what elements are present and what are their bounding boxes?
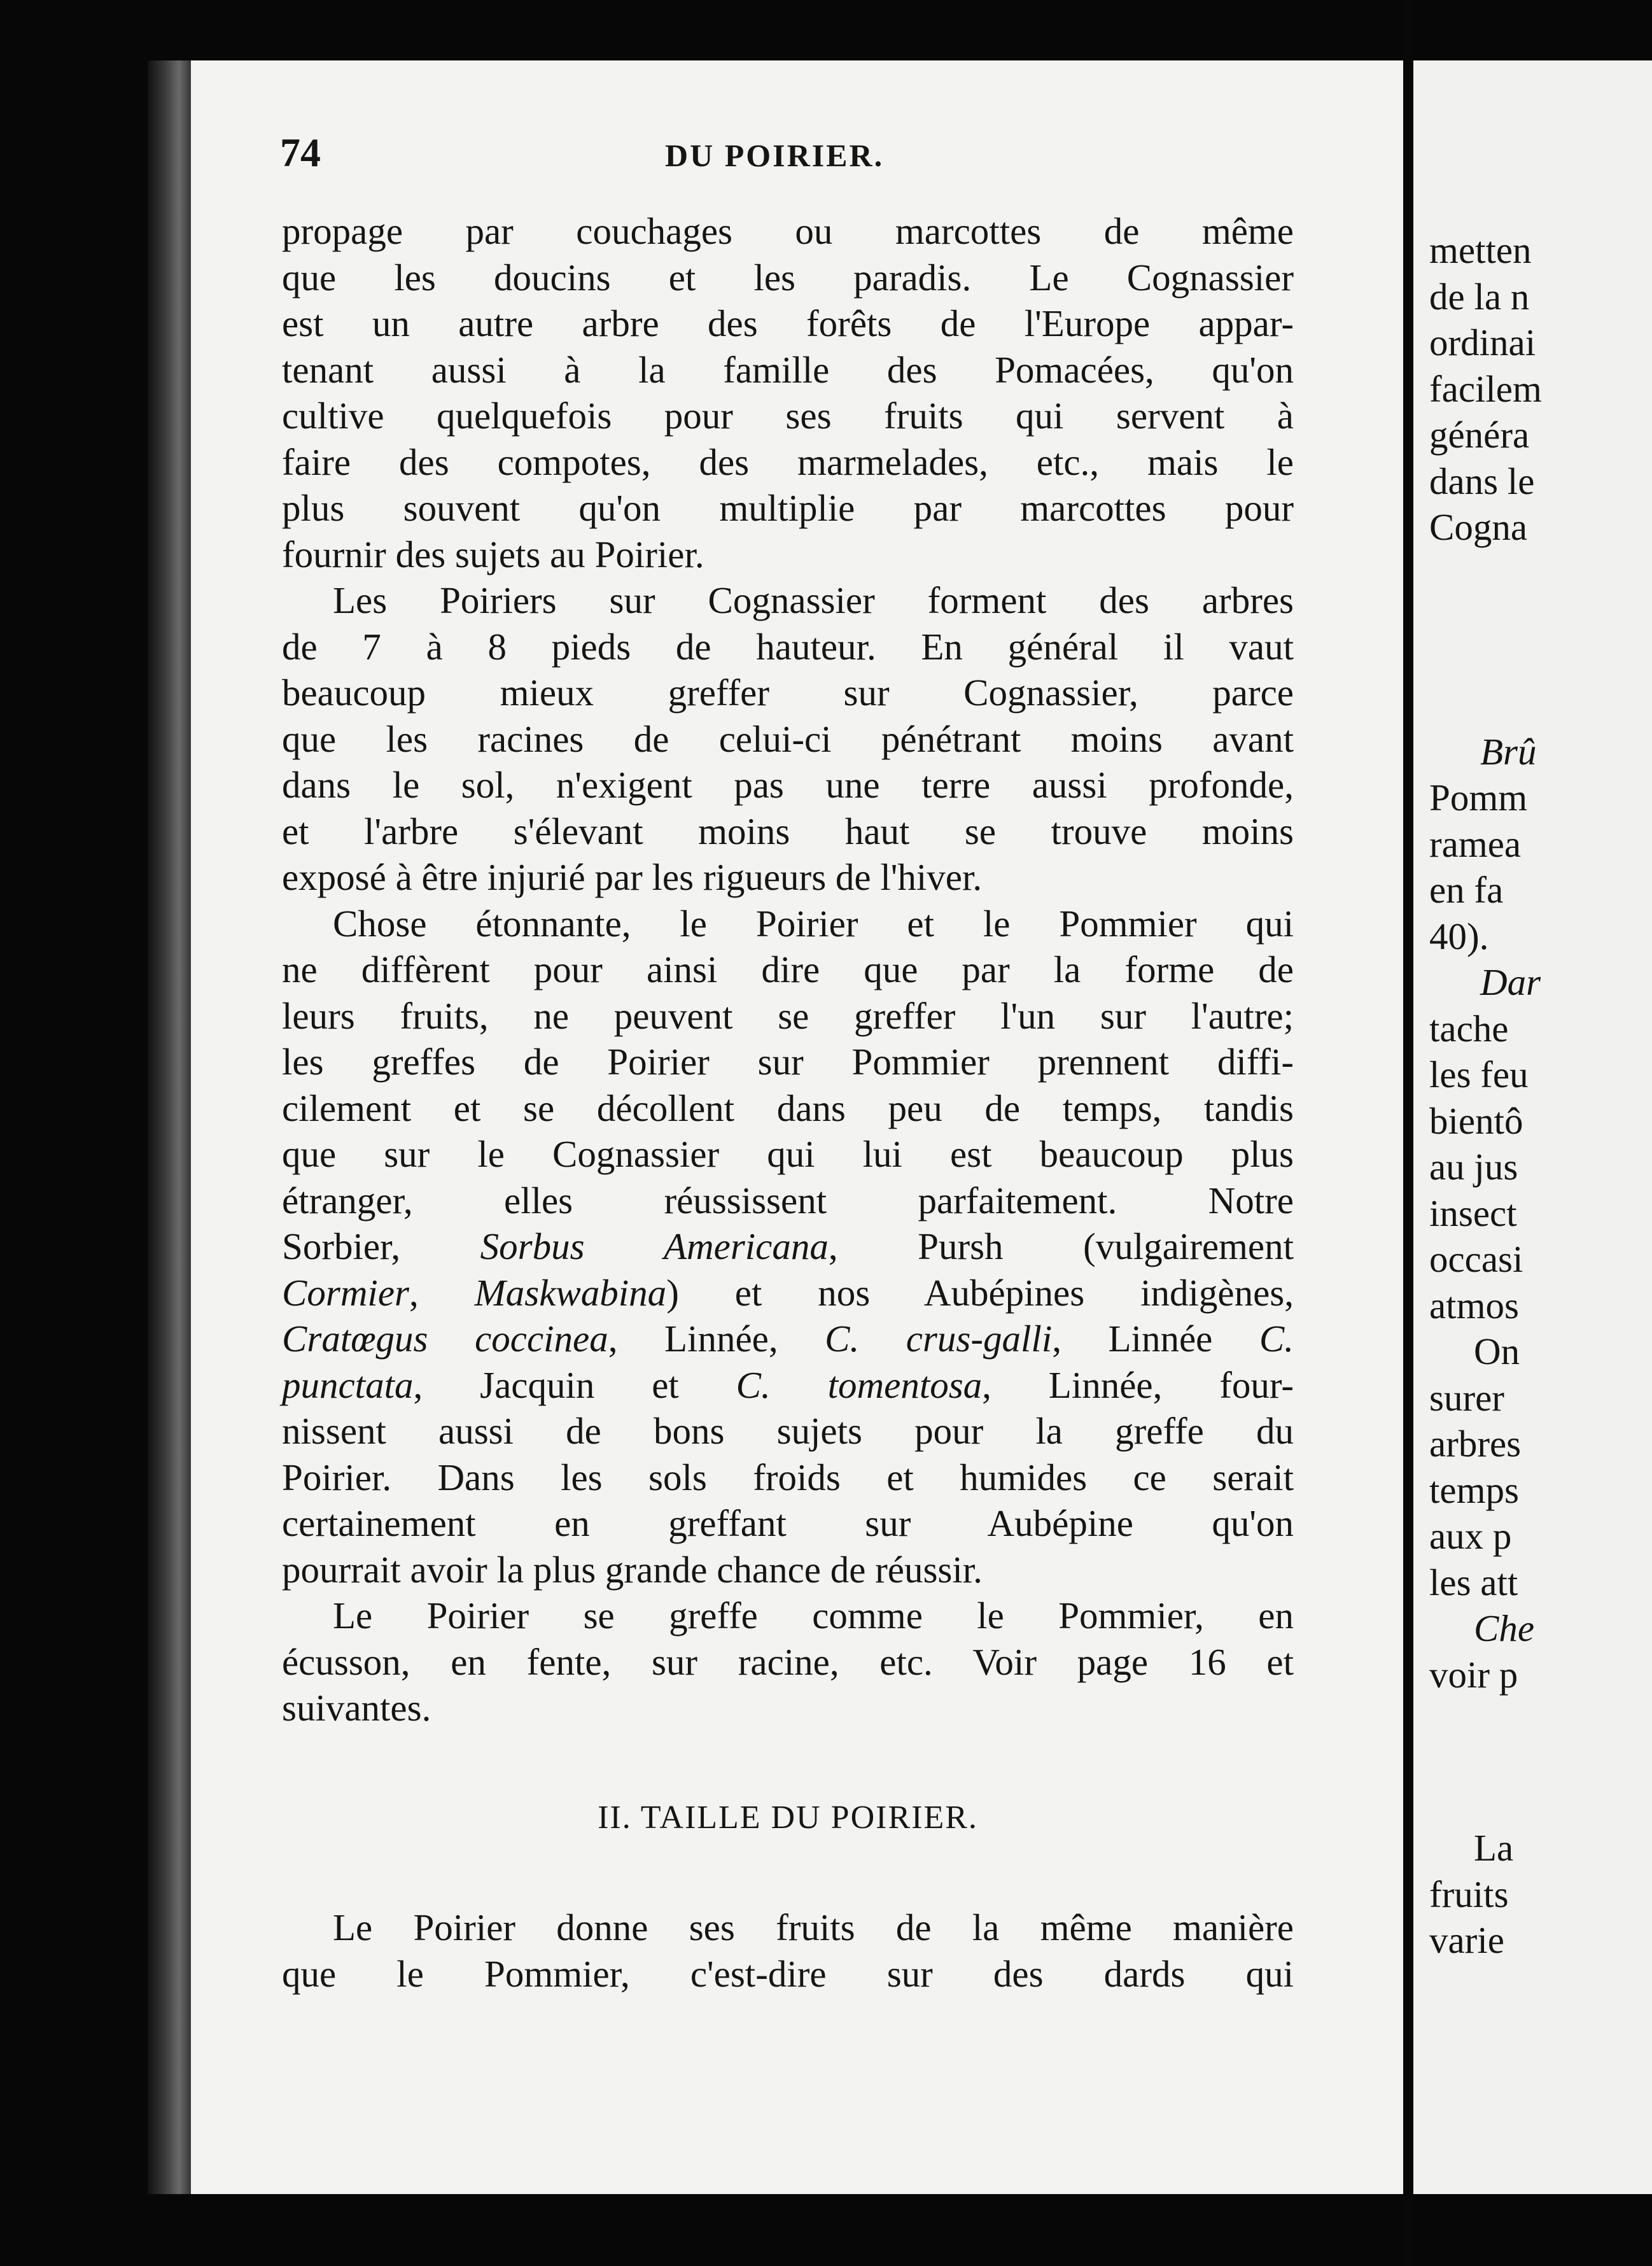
- text-run: , Linnée,: [608, 1318, 825, 1360]
- text-line: écusson, en fente, sur racine, etc. Voir page 16 et: [282, 1640, 1294, 1683]
- text-line: propage par couchages ou marcottes de même: [282, 210, 1294, 252]
- text-line: fruits: [1429, 1873, 1509, 1915]
- text-line: Le Poirier se greffe comme le Pommier, en: [333, 1594, 1294, 1636]
- text-line: [1480, 959, 1652, 1006]
- text-line: cilement et se décollent dans peu de temps, tandis: [282, 1087, 1294, 1129]
- italic-run: Brû: [1480, 730, 1537, 773]
- text-run: ) et nos Aubépines indigènes,: [666, 1271, 1294, 1314]
- right-page: [1413, 60, 1652, 2194]
- text-line: [1480, 729, 1652, 775]
- spacer: [1512, 1698, 1652, 1825]
- italic-run: Cormier: [282, 1271, 409, 1314]
- text-line: leurs fruits, ne peuvent se greffer l'un sur l'autre;: [282, 994, 1294, 1037]
- text-line: 40).: [1429, 915, 1489, 957]
- text-run: , Linnée, four-: [982, 1363, 1294, 1406]
- text-run: , Linnée: [1052, 1318, 1259, 1360]
- text-line: voir p: [1429, 1653, 1518, 1696]
- text-line: [1474, 1605, 1652, 1652]
- text-line: de la n: [1429, 275, 1530, 318]
- text-line: La: [1474, 1827, 1514, 1869]
- text-line: beaucoup mieux greffer sur Cognassier, parce: [282, 672, 1294, 714]
- text-line: ramea: [1429, 822, 1522, 865]
- text-line: [282, 1270, 1294, 1316]
- text-line: [282, 1362, 1294, 1409]
- text-line: et l'arbre s'élevant moins haut se trouve moins: [282, 810, 1294, 852]
- text-line: certainement en greffant sur Aubépine qu'on: [282, 1502, 1294, 1544]
- italic-run: Che: [1474, 1607, 1535, 1649]
- spacer: [1512, 551, 1652, 729]
- text-line: varie: [1429, 1919, 1504, 1961]
- text-line: Poirier. Dans les sols froids et humides ce serait: [282, 1456, 1294, 1498]
- text-line: Chose étonnante, le Poirier et le Pommier qui: [333, 902, 1294, 945]
- text-line: fournir des sujets au Poirier.: [282, 533, 704, 575]
- italic-run: Dar: [1480, 961, 1541, 1003]
- text-run: , Pursh (vulgairement: [828, 1225, 1294, 1267]
- text-line: que les racines de celui-ci pénétrant moins avant: [282, 717, 1294, 760]
- text-line: plus souvent qu'on multiplie par marcottes pour: [282, 487, 1294, 529]
- left-page: [191, 60, 1403, 2194]
- text-line: que sur le Cognassier qui lui est beaucoup plus: [282, 1133, 1294, 1175]
- text-line: suivantes.: [282, 1687, 431, 1729]
- text-line: pourrait avoir la plus grande chance de réussir.: [282, 1548, 983, 1591]
- text-line: exposé à être injurié par les rigueurs de l'hiver.: [282, 856, 983, 898]
- text-line: bientô: [1429, 1099, 1523, 1142]
- text-line: faire des compotes, des marmelades, etc., mais le: [282, 440, 1294, 483]
- text-line: est un autre arbre des forêts de l'Europe appar-: [282, 302, 1294, 344]
- text-line: tenant aussi à la famille des Pomacées, qu'on: [282, 348, 1294, 391]
- text-line: Pomm: [1429, 777, 1528, 819]
- text-line: [282, 1223, 1294, 1270]
- italic-run: C. crus-galli: [825, 1318, 1053, 1360]
- text-line: cultive quelquefois pour ses fruits qui servent à: [282, 395, 1294, 437]
- text-run: Sorbier,: [282, 1225, 480, 1267]
- text-line: les feu: [1429, 1053, 1529, 1095]
- text-line: atmos: [1429, 1284, 1519, 1327]
- spacer: [282, 1841, 1294, 1904]
- text-line: On: [1474, 1330, 1520, 1372]
- italic-run: Cratœgus coccinea: [282, 1318, 608, 1360]
- text-run: ,: [409, 1271, 475, 1314]
- text-line: aux p: [1429, 1515, 1512, 1557]
- italic-run: punctata: [282, 1363, 414, 1406]
- text-line: metten: [1429, 229, 1532, 271]
- text-line: surer: [1429, 1376, 1504, 1419]
- page-number: 74: [280, 130, 321, 175]
- text-line: nissent aussi de bons sujets pour la greffe du: [282, 1410, 1294, 1452]
- text-line: de 7 à 8 pieds de hauteur. En général il vaut: [282, 625, 1294, 668]
- text-line: dans le: [1429, 460, 1535, 502]
- body-text: [282, 208, 1294, 1997]
- text-line: au jus: [1429, 1146, 1518, 1188]
- italic-run: Sorbus Americana: [480, 1225, 829, 1267]
- text-run: , Jacquin et: [413, 1363, 736, 1406]
- text-line: dans le sol, n'exigent pas une terre aussi profonde,: [282, 764, 1294, 806]
- text-line: en fa: [1429, 869, 1504, 911]
- text-line: ne diffèrent pour ainsi dire que par la forme de: [282, 948, 1294, 990]
- text-line: Les Poiriers sur Cognassier forment des arbres: [333, 579, 1294, 621]
- text-line: tache: [1429, 1007, 1509, 1050]
- text-line: [282, 1316, 1294, 1362]
- text-line: que les doucins et les paradis. Le Cognassier: [282, 256, 1294, 299]
- italic-run: Maskwabina: [474, 1271, 667, 1314]
- text-line: généra: [1429, 414, 1530, 456]
- text-line: occasi: [1429, 1238, 1523, 1280]
- text-line: que le Pommier, c'est-dire sur des dards qui: [282, 1952, 1294, 1995]
- running-title: DU POIRIER.: [665, 137, 885, 173]
- text-line: arbres: [1429, 1423, 1522, 1465]
- spacer: [282, 1731, 1294, 1795]
- text-line: étranger, elles réussissent parfaitement. Notre: [282, 1179, 1294, 1221]
- text-line: insect: [1429, 1192, 1517, 1234]
- text-line: Le Poirier donne ses fruits de la même manière: [333, 1906, 1294, 1948]
- italic-run: C. tomentosa: [736, 1363, 983, 1406]
- section-heading: II. TAILLE DU POIRIER.: [598, 1799, 978, 1836]
- text-line: les att: [1429, 1561, 1518, 1603]
- italic-run: C.: [1259, 1318, 1294, 1360]
- text-line: facilem: [1429, 367, 1542, 410]
- text-line: Cogna: [1429, 506, 1528, 548]
- text-line: temps: [1429, 1468, 1519, 1511]
- right-page-text: [1429, 227, 1652, 1964]
- page-gutter: [1403, 0, 1413, 2266]
- text-line: ordinai: [1429, 321, 1536, 363]
- text-line: les greffes de Poirier sur Pommier prennent diffi-: [282, 1041, 1294, 1083]
